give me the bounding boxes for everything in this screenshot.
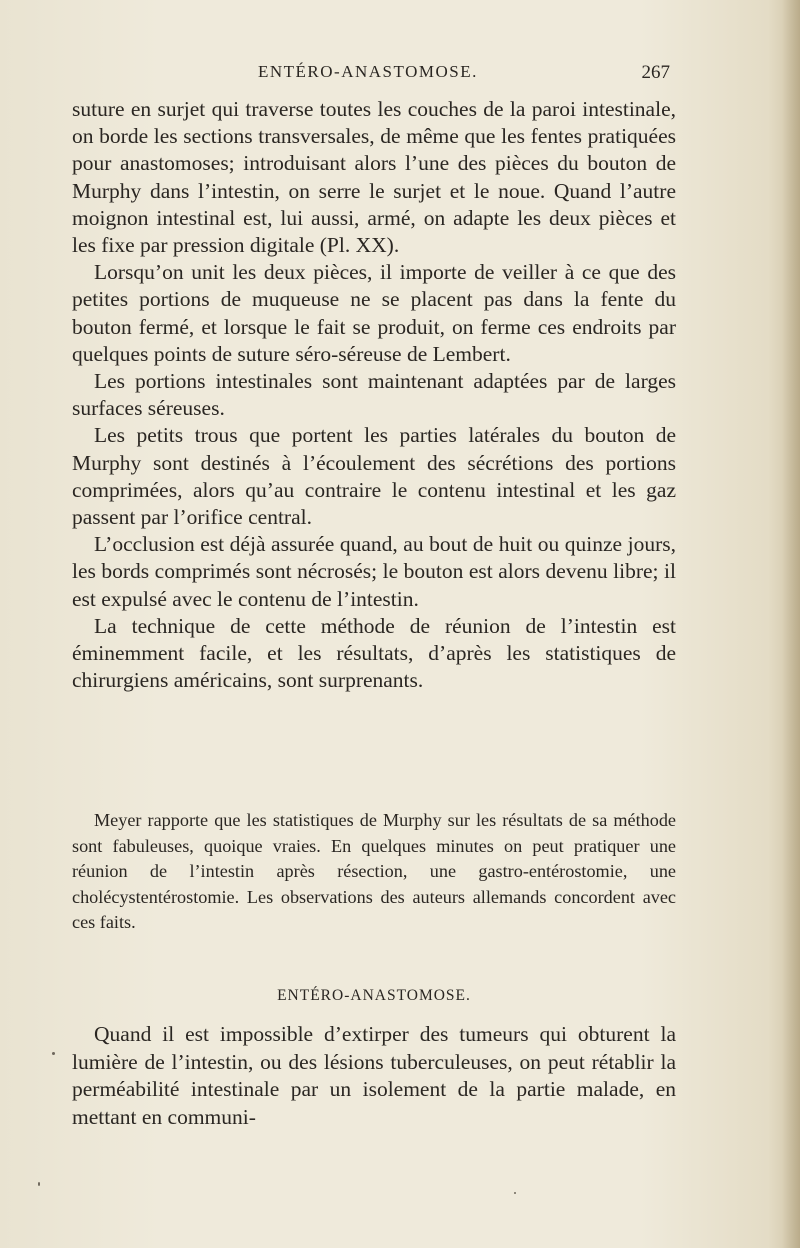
- body-paragraph: Les portions intestinales sont maintenant adaptées par de larges surfaces séreuses.: [72, 369, 676, 421]
- body-paragraph: La technique de cette méthode de réunion de l’intestin est éminemment facile, et les résultats, d’après les statistiques de chirurgiens américains, sont surprenants.: [72, 613, 676, 693]
- page-number: 267: [641, 62, 670, 83]
- print-speck: [38, 1182, 40, 1186]
- section-heading: ENTÉRO-ANASTOMOSE.: [277, 987, 471, 1004]
- print-speck: [52, 1052, 55, 1055]
- page-edge-shadow: [782, 0, 800, 1248]
- closing-paragraph: Quand il est impossible d’extirper des tumeurs qui obturent la lumière de l’intestin, ou des lésions tuberculeuses, on peut rétablir la perméabilité intestinale par un isolement de la partie malade, en mettant en communi-: [72, 1022, 676, 1129]
- body-paragraph: Lorsqu’on unit les deux pièces, il importe de veiller à ce que des petites portions de muqueuse ne se placent pas dans la fente du bouton fermé, et lorsque le fait se produit, on ferme ces endroits par quelques points de suture séro-séreuse de Lembert.: [72, 260, 676, 366]
- closing-text: [72, 1021, 676, 1131]
- page-header: [72, 60, 676, 88]
- body-paragraph: L’occlusion est déjà assurée quand, au bout de huit ou quinze jours, les bords comprimés sont nécrosés; le bouton est alors devenu libre; il est expulsé avec le contenu de l’intestin.: [72, 532, 676, 611]
- small-print-note: [72, 808, 676, 936]
- body-paragraph: suture en surjet qui traverse toutes les couches de la paroi intestinale, on borde les sections transversales, de même que les fentes pratiquées pour anastomoses; introduisant alors l’une des pièces du bouton de Murphy dans l’intestin, on serre le surjet et le noue. Quand l’autre moignon intestinal est, lui aussi, armé, on adapte les deux pièces et les fixe par pression digitale (Pl. XX).: [72, 97, 676, 258]
- print-speck: [514, 1192, 516, 1194]
- running-title: ENTÉRO-ANASTOMOSE.: [258, 62, 478, 81]
- body-paragraph: Les petits trous que portent les parties latérales du bouton de Murphy sont destinés à l’écoulement des sécrétions des portions comprimées, alors qu’au contraire le contenu intestinal et les gaz passent par l’orifice central.: [72, 423, 676, 530]
- note-paragraph: Meyer rapporte que les statistiques de Murphy sur les résultats de sa méthode sont fabuleuses, quoique vraies. En quelques minutes on peut pratiquer une réunion de l’intestin après résection, une gastro-entérostomie, une cholécystentérostomie. Les observations des auteurs allemands concordent avec ces faits.: [72, 810, 676, 932]
- main-text: [72, 96, 676, 694]
